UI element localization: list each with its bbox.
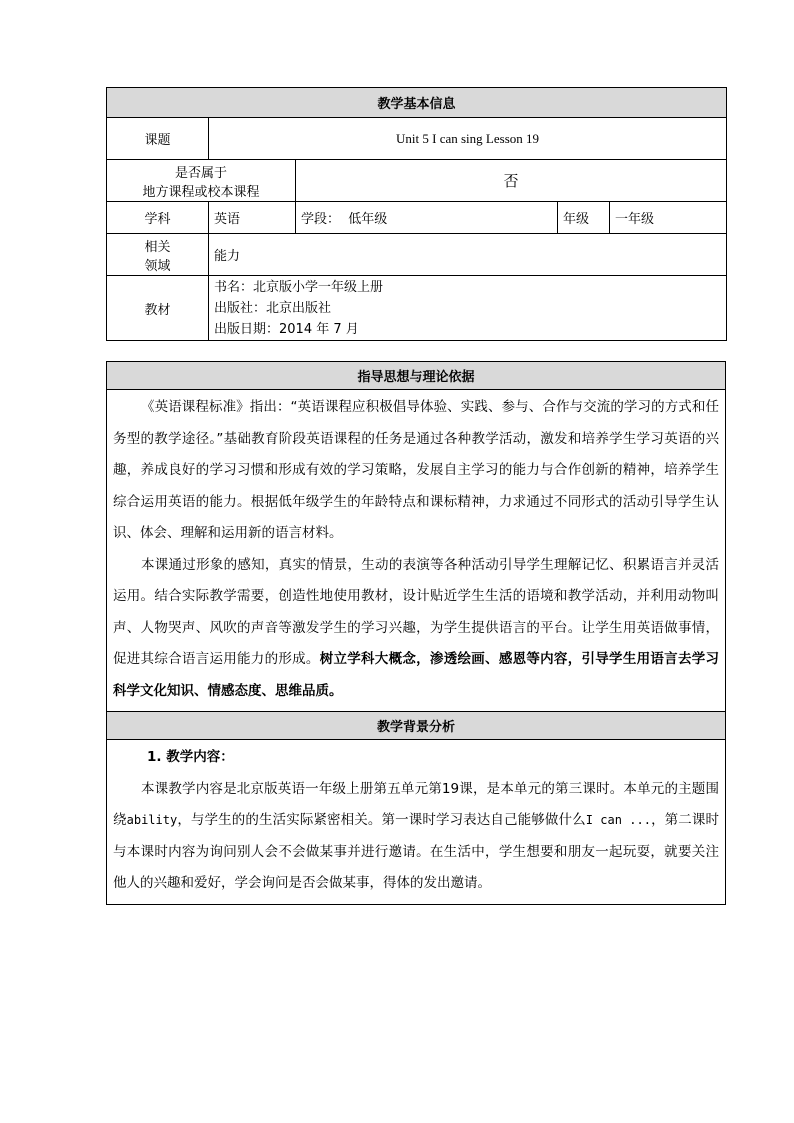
background-header: 教学背景分析: [107, 712, 726, 740]
stage-label: 学段：: [301, 212, 341, 227]
stage-value: 低年级: [348, 212, 388, 227]
field-value: 能力: [209, 234, 727, 276]
background-paragraph-part3: ，第二课时与本课时内容为询问别人会不会做某事并进行邀请。在生活中，学生想要和朋友一起玩耍，就要关注他人的兴趣和爱好，学会询问是否会做某事，得体的发出邀请。: [113, 812, 720, 891]
local-course-label-line2: 地方课程或校本课程: [142, 184, 260, 200]
theory-header: 指导思想与理论依据: [107, 362, 726, 390]
local-course-value: 否: [296, 160, 727, 202]
background-paragraph-word: ability: [126, 813, 178, 827]
local-course-label-line1: 是否属于: [174, 165, 227, 181]
theory-paragraph-2: [107, 550, 725, 708]
background-paragraph-part2: ，与学生的的生活实际紧密相关。第一课时学习表达自己能够做什么: [177, 812, 586, 828]
subject-label: 学科: [107, 202, 209, 234]
topic-label: 课题: [107, 118, 209, 160]
background-paragraph-part1: 本课教学内容是北京版英语一年级上册第五单元第19课，是本单元的第三课时。本单元的主题围绕: [113, 780, 719, 828]
field-label-line2: 领域: [144, 258, 171, 274]
field-label-line1: 相关: [144, 239, 171, 255]
field-label: [107, 234, 209, 276]
grade-label: 年级: [558, 202, 610, 234]
basic-info-header: 教学基本信息: [107, 88, 727, 118]
textbook-name: 书名：北京版小学一年级上册: [214, 279, 384, 295]
textbook-info: [209, 276, 727, 341]
background-paragraph: [107, 774, 725, 900]
basic-info-table: [106, 87, 727, 341]
stage-cell: [296, 202, 558, 234]
theory-paragraph-2-bold: 树立学科大概念，渗透绘画、感恩等内容，引导学生用语言去学习科学文化知识、情感态度、思维品质。: [113, 651, 720, 699]
subject-value: 英语: [209, 202, 296, 234]
textbook-publisher: 出版社：北京出版社: [214, 300, 332, 316]
textbook-pub-date: 出版日期：2014 年 7 月: [214, 321, 359, 337]
background-content: [107, 740, 726, 905]
local-course-label: [107, 160, 296, 202]
theory-content: [107, 390, 726, 712]
textbook-label: 教材: [107, 276, 209, 341]
theory-paragraph-2-normal: 本课通过形象的感知，真实的情景，生动的表演等各种活动引导学生理解记忆、积累语言并灵活运用。结合实际教学需要，创造性地使用教材，设计贴近学生生活的语境和教学活动，并利用动物叫声、人物哭声、风吹的声音等激发学生的学习兴趣，为学生提供语言的平台。让学生用英语做事情，促进其综合语言运用能力的形成。: [113, 556, 719, 667]
grade-value: 一年级: [610, 202, 727, 234]
background-paragraph-ican: I can ...: [585, 813, 651, 827]
background-section-title: 1. 教学内容：: [147, 749, 234, 765]
theory-background-table: [106, 361, 726, 905]
topic-value: Unit 5 I can sing Lesson 19: [209, 118, 727, 160]
theory-paragraph-1: 《英语课程标准》指出：“英语课程应积极倡导体验、实践、参与、合作与交流的学习的方式和任务型的教学途径。”基础教育阶段英语课程的任务是通过各种教学活动，激发和培养学生学习英语的兴趣，养成良好的学习习惯和形成有效的学习策略，发展自主学习的能力与合作创新的精神，培养学生综合运用英语的能力。根据低年级学生的年龄特点和课标精神，力求通过不同形式的活动引导学生认识、体会、理解和运用新的语言材料。: [113, 399, 719, 541]
